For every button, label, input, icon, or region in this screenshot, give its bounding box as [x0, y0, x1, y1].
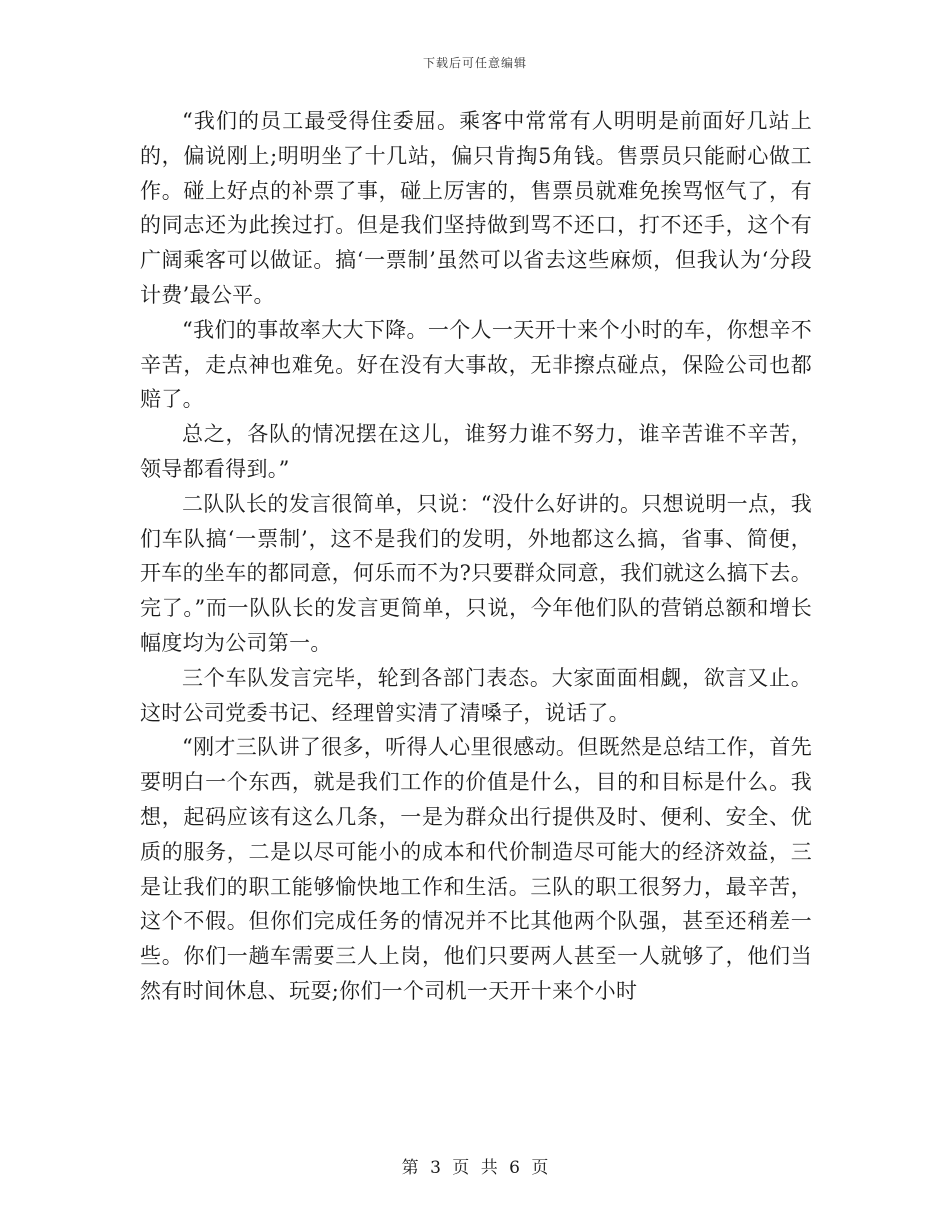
paragraph: “我们的事故率大大下降。一个人一天开十来个小时的车，你想辛不辛苦，走点神也难免。好在没有大事故，无非擦点碰点，保险公司也都赔了。	[140, 317, 812, 412]
paragraph: “刚才三队讲了很多，听得人心里很感动。但既然是总结工作，首先要明白一个东西，就是我们工作的价值是什么，目的和目标是什么。我想，起码应该有这么几条，一是为群众出行提供及时、便利、安全、优质的服务，二是以尽可能小的成本和代价制造尽可能大的经济效益，三是让我们的职工能够愉快地工作和生活。三队的职工很努力，最辛苦，这个不假。但你们完成任务的情况并不比其他两个队强，甚至还稍差一些。你们一趟车需要三人上岗，他们只要两人甚至一人就够了，他们当然有时间休息、玩耍;你们一个司机一天开十来个小时	[140, 735, 812, 1003]
page-number-footer: 第 3 页 共 6 页	[401, 1158, 549, 1178]
document-body	[140, 104, 812, 1009]
page-header: 下载后可任意编辑	[422, 56, 527, 70]
paragraph: “我们的员工最受得住委屈。乘客中常常有人明明是前面好几站上的，偏说刚上;明明坐了十几站，偏只肯掏5角钱。售票员只能耐心做工作。碰上好点的补票了事，碰上厉害的，售票员就难免挨骂怄气了，有的同志还为此挨过打。但是我们坚持做到骂不还口，打不还手，这个有广阔乘客可以做证。搞‘一票制’虽然可以省去这些麻烦，但我认为‘分段计费’最公平。	[140, 109, 812, 307]
paragraph: 总之，各队的情况摆在这儿，谁努力谁不努力，谁辛苦谁不辛苦，领导都看得到。”	[140, 422, 812, 481]
paragraph: 二队队长的发言很简单，只说：“没什么好讲的。只想说明一点，我们车队搞‘一票制’，这不是我们的发明，外地都这么搞，省事、简便，开车的坐车的都同意，何乐而不为?只要群众同意，我们就这么搞下去。完了。”而一队队长的发言更简单，只说，今年他们队的营销总额和增长幅度均为公司第一。	[140, 491, 812, 655]
paragraph: 三个车队发言完毕，轮到各部门表态。大家面面相觑，欲言又止。这时公司党委书记、经理曾实清了清嗓子，说话了。	[140, 665, 812, 725]
